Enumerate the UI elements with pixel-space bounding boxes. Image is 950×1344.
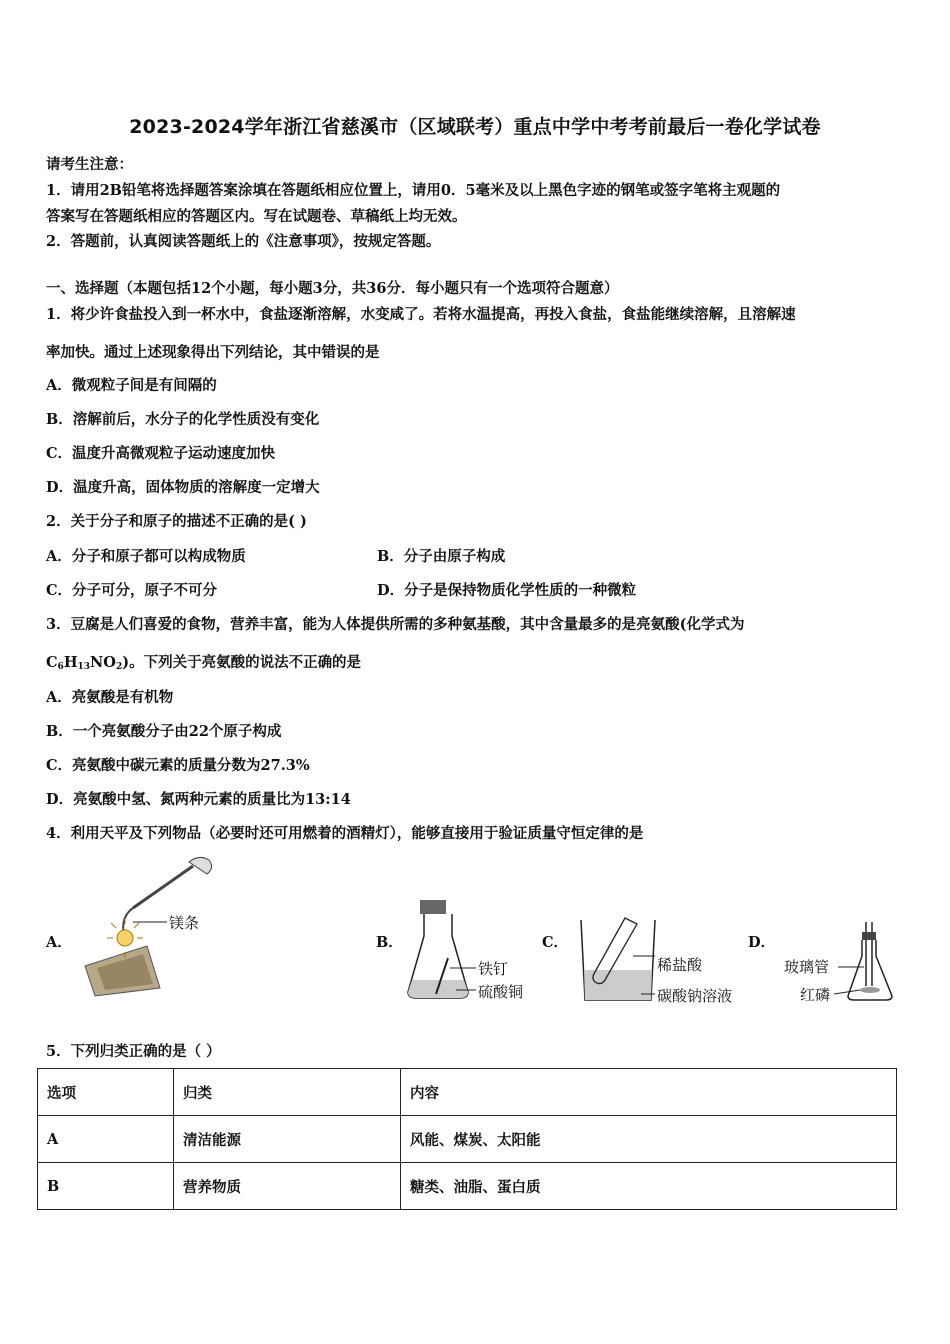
table-cell: B — [38, 1163, 174, 1210]
q2-option-a: A．分子和原子都可以构成物质 — [46, 548, 246, 565]
q2-option-d: D．分子是保持物质化学性质的一种微粒 — [377, 582, 637, 599]
table-row — [38, 1163, 897, 1210]
table-cell: 清洁能源 — [174, 1116, 401, 1163]
q4-figure-c — [575, 912, 755, 1007]
q3-option-c: C．亮氨酸中碳元素的质量分数为27.3% — [46, 757, 310, 774]
notice-item-2: 2．答题前，认真阅读答题纸上的《注意事项》，按规定答题。 — [46, 233, 441, 250]
notice-item-1-line-1: 1．请用2B铅笔将选择题答案涂填在答题纸相应位置上，请用0．5毫米及以上黑色字迹的钢笔或签字笔将主观题的 — [46, 182, 781, 199]
q1-option-b: B．溶解前后，水分子的化学性质没有变化 — [46, 411, 320, 428]
table-cell: 糖类、油脂、蛋白质 — [401, 1163, 897, 1210]
figure-c-label-acid: 稀盐酸 — [657, 956, 703, 974]
table-cell: 营养物质 — [174, 1163, 401, 1210]
classification-table — [37, 1068, 897, 1210]
notice-heading: 请考生注意： — [46, 156, 133, 173]
table-header-cell: 归类 — [174, 1069, 401, 1116]
table-cell: A — [38, 1116, 174, 1163]
figure-d-label-tube: 玻璃管 — [784, 958, 830, 976]
notice-item-1-line-2: 答案写在答题纸相应的答题区内。写在试题卷、草稿纸上均无效。 — [46, 208, 467, 225]
figure-b-label-solution: 硫酸铜 — [478, 983, 524, 1001]
q2-stem: 2．关于分子和原子的描述不正确的是( ) — [46, 513, 307, 530]
table-header-row — [38, 1069, 897, 1116]
q4-option-a-label: A． — [46, 934, 72, 951]
stopper-d-shape — [862, 932, 876, 940]
phosphorus-shape — [860, 987, 880, 993]
q3-stem-line-1: 3．豆腐是人们喜爱的食物，营养丰富，能为人体提供所需的多种氨基酸，其中含量最多的是亮氨酸(化学式为 — [46, 616, 745, 633]
q4-figure-d — [782, 920, 912, 1006]
q3-option-d: D．亮氨酸中氢、氮两种元素的质量比为13:14 — [46, 791, 351, 808]
q2-option-c: C．分子可分，原子不可分 — [46, 582, 218, 599]
q1-stem-line-1: 1．将少许食盐投入到一杯水中，食盐逐渐溶解，水变咸了。若将水温提高，再投入食盐，食盐能继续溶解，且溶解速 — [46, 306, 796, 323]
stopper-shape — [420, 900, 446, 914]
q4-option-b-label: B． — [376, 934, 403, 951]
table-header-cell: 内容 — [401, 1069, 897, 1116]
q3-stem-line-2: $C_6H_{13}NO_2$)。下列关于亮氨酸的说法不正确的是 — [46, 654, 362, 672]
q1-option-a: A．微观粒子间是有间隔的 — [46, 377, 217, 394]
q4-stem: 4．利用天平及下列物品（必要时还可用燃着的酒精灯），能够直接用于验证质量守恒定律的是 — [46, 825, 644, 842]
q1-stem-line-2: 率加快。通过上述现象得出下列结论，其中错误的是 — [46, 344, 380, 361]
table-header-cell: 选项 — [38, 1069, 174, 1116]
figure-a-label-ribbon: 镁条 — [169, 914, 200, 932]
flame-shape — [117, 930, 133, 946]
q4-option-c-label: C． — [542, 934, 569, 951]
q4-figure-a — [75, 848, 225, 998]
q3-option-a: A．亮氨酸是有机物 — [46, 689, 174, 706]
q5-stem: 5．下列归类正确的是（ ） — [46, 1043, 221, 1060]
tongs-shape — [133, 866, 193, 908]
q3-option-b: B．一个亮氨酸分子由22个原子构成 — [46, 723, 282, 740]
q2-option-b: B．分子由原子构成 — [377, 548, 506, 565]
page-title: 2023-2024学年浙江省慈溪市（区域联考）重点中学中考考前最后一卷化学试卷 — [129, 116, 821, 138]
q1-option-c: C．温度升高微观粒子运动速度加快 — [46, 445, 276, 462]
q1-option-d: D．温度升高，固体物质的溶解度一定增大 — [46, 479, 320, 496]
label-pointer-d2 — [834, 990, 860, 994]
q4-figure-b — [398, 896, 548, 1006]
figure-c-label-carbonate: 碳酸钠溶液 — [657, 987, 733, 1005]
figure-d-label-phosphorus: 红磷 — [800, 986, 831, 1004]
section-heading: 一、选择题（本题包括12个小题，每小题3分，共36分．每小题只有一个选项符合题意） — [46, 280, 619, 297]
figure-b-label-nail: 铁钉 — [478, 960, 509, 978]
table-row — [38, 1116, 897, 1163]
table-cell: 风能、煤炭、太阳能 — [401, 1116, 897, 1163]
q4-option-d-label: D． — [748, 934, 776, 951]
